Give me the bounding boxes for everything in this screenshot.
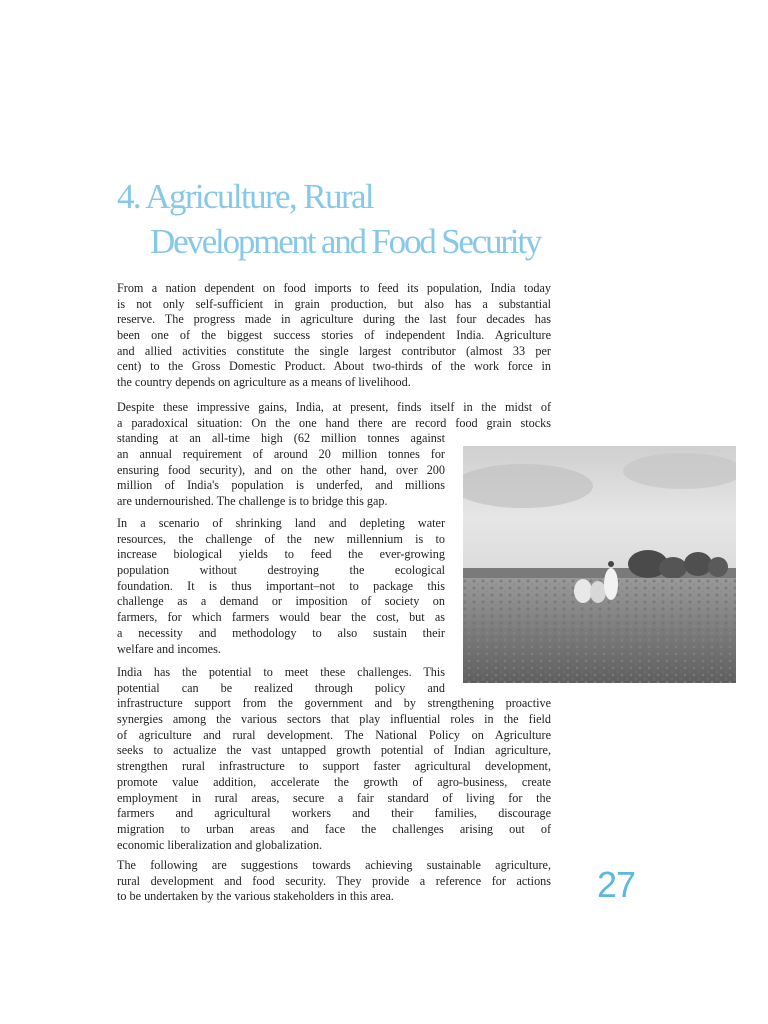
text-line: synergies among the various sectors that play influential roles in the field <box>117 712 551 727</box>
text-line: been one of the biggest success stories of independent India. Agriculture <box>117 328 551 343</box>
text-line: to be undertaken by the various stakeholders in this area. <box>117 889 394 904</box>
text-line: The following are suggestions towards achieving sustainable agriculture, <box>117 858 551 872</box>
text-line: an annual requirement of around 20 million tonnes for <box>117 447 445 462</box>
text-line: India has the potential to meet these challenges. This <box>117 665 445 679</box>
paragraph-suggestions <box>117 858 551 905</box>
text-line: and allied activities constitute the single largest contributor (almost 33 per <box>117 343 551 358</box>
text-line: strengthen rural infrastructure to support faster agricultural development, <box>117 759 551 774</box>
farmer-ploughing-field-photo <box>463 446 736 683</box>
text-line: ensuring food security), and on the other hand, over 200 <box>117 462 445 477</box>
text-line: Despite these impressive gains, India, at present, finds itself in the midst of <box>117 400 551 414</box>
text-line: rural development and food security. They provide a reference for actions <box>117 873 551 888</box>
text-line: economic liberalization and globalization. <box>117 837 323 852</box>
text-line: In a scenario of shrinking land and depleting water <box>117 516 445 530</box>
text-line: infrastructure support from the government and by strengthening proactive <box>117 696 551 711</box>
text-line: challenge as a demand or imposition of society on <box>117 594 445 609</box>
text-line: reserve. The progress made in agriculture during the last four decades has <box>117 312 551 327</box>
text-line: are undernourished. The challenge is to bridge this gap. <box>117 494 388 509</box>
text-line: a paradoxical situation: On the one hand there are record food grain stocks <box>117 415 551 430</box>
text-line: potential can be realized through policy and <box>117 680 445 695</box>
chapter-title-line-1: 4. Agriculture, Rural <box>117 177 374 216</box>
paragraph-intro <box>117 281 551 391</box>
paragraph-scenario <box>117 516 445 657</box>
text-line: foundation. It is thus important–not to package this <box>117 578 445 593</box>
text-line: employment in rural areas, secure a fair standard of living for the <box>117 790 551 805</box>
text-line: million of India's population is underfed, and millions <box>117 478 445 493</box>
text-line: migration to urban areas and face the challenges arising out of <box>117 821 551 836</box>
text-line: farmers, for which farmers would bear the cost, but as <box>117 610 445 625</box>
page-number: 27 <box>597 864 636 905</box>
text-line: cent) to the Gross Domestic Product. About two-thirds of the work force in <box>117 359 551 374</box>
text-line: of agriculture and rural development. The National Policy on Agriculture <box>117 727 551 742</box>
text-line: seeks to actualize the vast untapped growth potential of Indian agriculture, <box>117 743 551 758</box>
text-line: welfare and incomes. <box>117 641 221 656</box>
text-line: population without destroying the ecological <box>117 563 445 578</box>
text-line: promote value addition, accelerate the growth of agro-business, create <box>117 774 551 789</box>
text-line: resources, the challenge of the new millennium is to <box>117 531 445 546</box>
text-line: increase biological yields to feed the ever-growing <box>117 547 445 562</box>
text-line: farmers and agricultural workers and their families, discourage <box>117 806 551 821</box>
text-line: a necessity and methodology to also sustain their <box>117 625 445 640</box>
paragraph-potential <box>117 665 551 853</box>
chapter-title-line-2: Development and Food Security <box>150 222 541 261</box>
text-line: the country depends on agriculture as a means of livelihood. <box>117 375 411 390</box>
text-line: is not only self-sufficient in grain production, but also has a substantial <box>117 296 551 311</box>
text-line: standing at an all-time high (62 million tonnes against <box>117 431 445 446</box>
text-line: From a nation dependent on food imports to feed its population, India today <box>117 281 551 295</box>
